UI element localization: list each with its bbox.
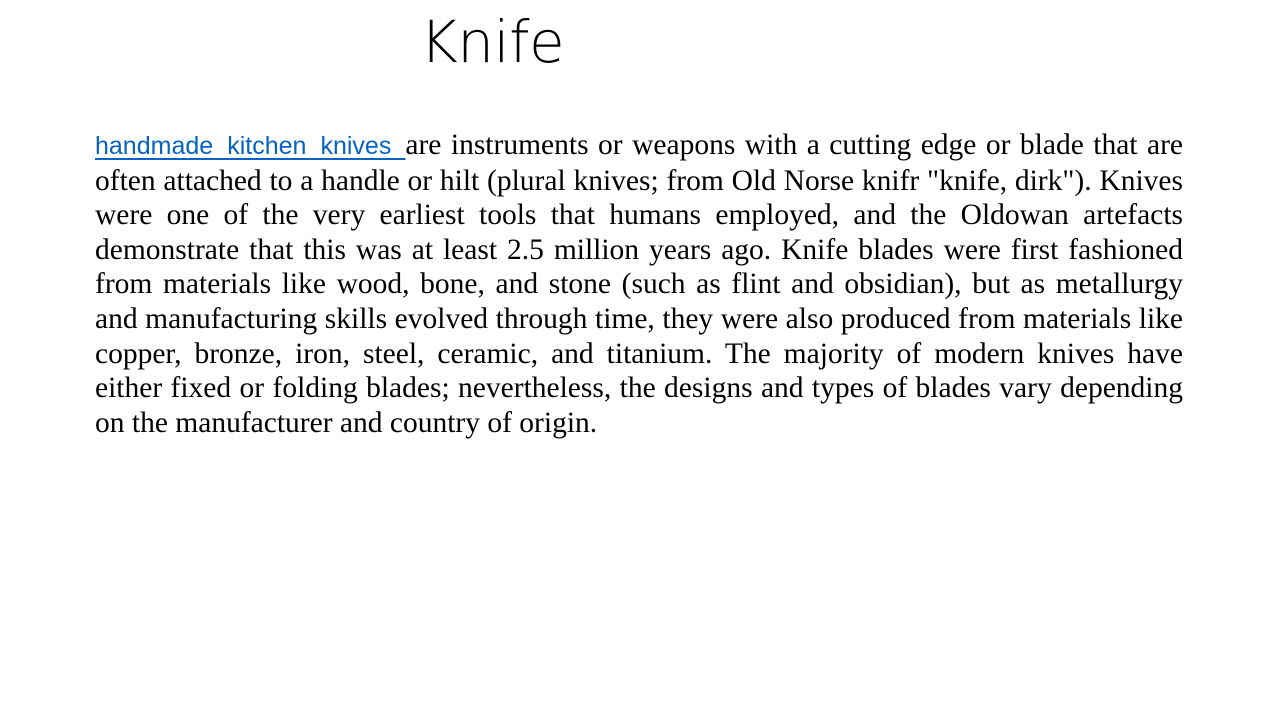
handmade-kitchen-knives-link[interactable]: handmade kitchen knives: [95, 132, 406, 160]
body-paragraph-text: are instruments or weapons with a cutting edge or blade that are often attached to a handle or hilt (plural knives; from Old Norse knifr "knife, dirk"). Knives were one of the very earliest tools that humans employed, and the Oldowan artefacts demonstrate that this was at least 2.5 million years ago. Knife blades were first fashioned from materials like wood, bone, and stone (such as flint and obsidian), but as metallurgy and manufacturing skills evolved through time, they were also produced from materials like copper, bronze, iron, steel, ceramic, and titanium. The majority of modern knives have either fixed or folding blades; nevertheless, the designs and types of blades vary depending on the manufacturer and country of origin.: [95, 129, 1183, 439]
body-paragraph: [95, 128, 1183, 440]
slide-title: Knife: [419, 8, 565, 76]
